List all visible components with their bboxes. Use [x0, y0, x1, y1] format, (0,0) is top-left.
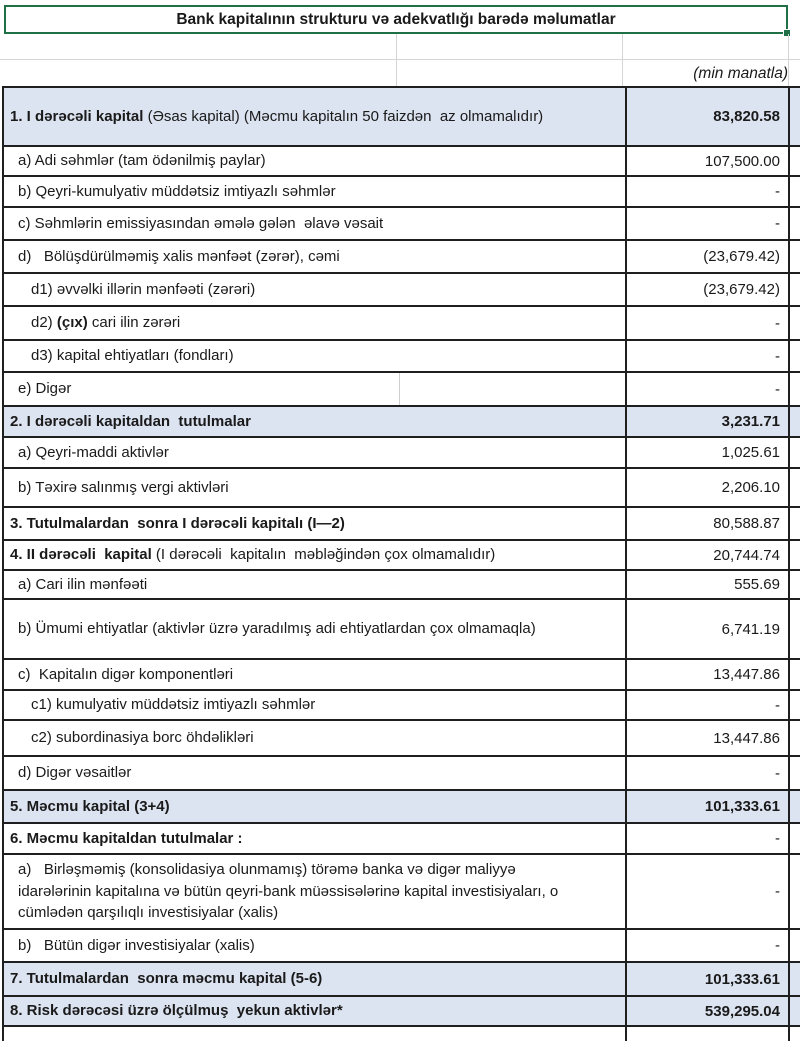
row-1e-other: [4, 373, 800, 407]
row-label-cell[interactable]: [4, 691, 625, 719]
row-label-text: a) Birləşməmiş (konsolidasiya olunmamış) törəmə banka və digər maliyyə idarələrinin kapitalına və bütün qeyri-bank müəssisələrinə kapital investisiyaları, o cümlədən qarşılıqlı investisiyalar (xalis): [18, 860, 563, 922]
row-value-cell[interactable]: -: [625, 824, 790, 853]
row-value-cell[interactable]: [625, 1027, 790, 1041]
row-label-text: b) Qeyri-kumulyativ müddətsiz imtiyazlı səhmlər: [18, 182, 336, 200]
grid-sliver: [790, 691, 800, 719]
selected-title-cell[interactable]: [4, 5, 788, 34]
row-1b-noncumulative-preferred: [4, 177, 800, 208]
row-2b-deferred-tax-assets: [4, 469, 800, 508]
row-label-cell[interactable]: [4, 824, 625, 853]
row-label-text: 8. Risk dərəcəsi üzrə ölçülmuş yekun aktivlər*: [10, 1002, 343, 1020]
row-label-cell[interactable]: [4, 274, 625, 305]
row-4c-other-capital-components: [4, 660, 800, 691]
grid-sliver: [790, 373, 800, 405]
row-label-text: c1) kumulyativ müddətsiz imtiyazlı səhmlər: [31, 696, 316, 714]
row-label-cell[interactable]: [4, 469, 625, 506]
row-4b-general-reserves: [4, 600, 800, 660]
row-value-cell[interactable]: 107,500.00: [625, 147, 790, 175]
row-label-text: 6. Məcmu kapitaldan tutulmalar :: [10, 829, 243, 847]
row-label-text: 4. II dərəcəli kapital: [10, 546, 156, 564]
row-value-cell[interactable]: 539,295.04: [625, 997, 790, 1025]
grid-sliver: [790, 208, 800, 239]
row-label-cell[interactable]: [4, 600, 625, 658]
row-label-cell[interactable]: [4, 571, 625, 598]
row-label-text: d3) kapital ehtiyatları (fondları): [31, 347, 234, 365]
unit-note-cell[interactable]: [488, 65, 788, 83]
row-label-cell[interactable]: [4, 660, 625, 689]
gridline: [396, 34, 397, 86]
grid-sliver: [790, 541, 800, 569]
row-label-text: d2): [31, 314, 57, 332]
row-2-tier1-deductions: [4, 407, 800, 438]
grid-sliver: [790, 177, 800, 206]
row-1a-ordinary-shares: [4, 147, 800, 177]
row-value-cell[interactable]: 1,025.61: [625, 438, 790, 467]
grid-sliver: [790, 600, 800, 658]
row-partial-bottom: [4, 1027, 800, 1041]
row-label-cell[interactable]: [4, 541, 625, 569]
row-6b-all-other-investments: [4, 930, 800, 963]
unit-note: (min manatla): [693, 65, 788, 82]
row-label-text: 5. Məcmu kapital (3+4): [10, 797, 170, 815]
grid-sliver: [790, 274, 800, 305]
row-4-tier2-capital: [4, 541, 800, 571]
row-value-cell[interactable]: 80,588.87: [625, 508, 790, 539]
row-3-tier1-after-deductions: [4, 508, 800, 541]
grid-sliver: [790, 469, 800, 506]
grid-sliver: [790, 571, 800, 598]
row-1-tier1-capital: [4, 88, 800, 147]
row-value-cell[interactable]: -: [625, 373, 790, 405]
row-4a-current-year-profit: [4, 571, 800, 600]
row-label-text: 1. I dərəcəli kapital: [10, 107, 148, 125]
row-label-text: c) Kapitalın digər komponentləri: [18, 665, 234, 683]
row-label-text: cari ilin zərəri: [87, 314, 181, 332]
row-1d3-capital-reserves: [4, 341, 800, 373]
row-label-cell[interactable]: [4, 855, 625, 928]
grid-sliver: [790, 930, 800, 961]
row-8-risk-weighted-assets: [4, 997, 800, 1027]
row-label-cell[interactable]: [4, 997, 625, 1025]
row-value-cell[interactable]: -: [625, 757, 790, 789]
row-6a-unconsolidated-investments: [4, 855, 800, 930]
row-label-cell[interactable]: [4, 1027, 625, 1041]
row-label-cell[interactable]: [4, 508, 625, 539]
row-6-total-capital-deductions: [4, 824, 800, 855]
row-label-text: c2) subordinasiya borc öhdəlikləri: [31, 729, 254, 747]
grid-sliver: [790, 241, 800, 272]
grid-sliver: [790, 757, 800, 789]
row-1c-share-premium: [4, 208, 800, 241]
row-label-text: a) Cari ilin mənfəəti: [18, 575, 148, 593]
grid-sliver: [790, 508, 800, 539]
row-label-text: (Əsas kapital) (Məcmu kapitalın 50 faizdən az olmamalıdır): [147, 107, 544, 125]
row-value-cell[interactable]: -: [625, 177, 790, 206]
row-value-cell[interactable]: (23,679.42): [625, 241, 790, 272]
row-value-cell[interactable]: -: [625, 855, 790, 928]
row-label-text: 7. Tutulmalardan sonra məcmu kapital (5-6): [10, 970, 323, 988]
row-label-text: b) Ümumi ehtiyatlar (aktivlər üzrə yaradılmış adi ehtiyatlardan çox olmamaqla): [18, 620, 536, 638]
row-label-cell[interactable]: [4, 963, 625, 995]
grid-sliver: [790, 721, 800, 755]
grid-sliver: [790, 147, 800, 175]
row-label-text: (I dərəcəli kapitalın məbləğindən çox olmamalıdır): [155, 546, 496, 564]
row-label-cell[interactable]: [4, 341, 625, 371]
row-label-cell[interactable]: [4, 88, 625, 145]
row-label-text: 3. Tutulmalardan sonra I dərəcəli kapitalı (I—2): [10, 514, 345, 532]
row-label-cell[interactable]: [4, 930, 625, 961]
row-label-cell[interactable]: [4, 373, 625, 405]
header-grid-area: [0, 34, 800, 86]
row-4c2-subordinated-debt: [4, 721, 800, 757]
row-value-cell[interactable]: 3,231.71: [625, 407, 790, 436]
grid-sliver: [790, 341, 800, 371]
row-label-text: d) Digər vəsaitlər: [18, 764, 132, 782]
row-label-text: b) Təxirə salınmış vergi aktivləri: [18, 478, 229, 496]
row-5-total-capital: [4, 791, 800, 824]
row-label-cell[interactable]: [4, 438, 625, 467]
row-value-cell[interactable]: 101,333.61: [625, 791, 790, 822]
row-value-cell[interactable]: -: [625, 307, 790, 339]
grid-sliver: [790, 438, 800, 467]
row-7-total-capital-after-deductions: [4, 963, 800, 997]
grid-sliver: [790, 824, 800, 853]
row-label-cell[interactable]: [4, 177, 625, 206]
row-label-text: a) Qeyri-maddi aktivlər: [18, 443, 169, 461]
grid-sliver: [790, 997, 800, 1025]
row-1d-retained-earnings: [4, 241, 800, 274]
row-value-cell[interactable]: 6,741.19: [625, 600, 790, 658]
gridline: [0, 59, 800, 60]
page-title: Bank kapitalının strukturu və adekvatlığı barədə məlumatlar: [176, 10, 616, 28]
row-1d2-current-year-loss: [4, 307, 800, 341]
row-4c1-cumulative-preferred: [4, 691, 800, 721]
row-value-cell[interactable]: (23,679.42): [625, 274, 790, 305]
grid-sliver: [790, 660, 800, 689]
row-4d-other-funds: [4, 757, 800, 791]
row-value-cell[interactable]: 13,447.86: [625, 660, 790, 689]
row-label-text: a) Adi səhmlər (tam ödənilmiş paylar): [18, 152, 266, 170]
gridline: [788, 34, 789, 86]
row-label-cell[interactable]: [4, 407, 625, 436]
row-1d1-prior-years-profit: [4, 274, 800, 307]
row-value-cell[interactable]: 83,820.58: [625, 88, 790, 145]
grid-sliver: [790, 1027, 800, 1041]
row-label-cell[interactable]: [4, 241, 625, 272]
row-label-text: (çıx): [56, 314, 88, 332]
capital-table-body: [4, 88, 800, 1041]
row-label-text: c) Səhmlərin emissiyasından əmələ gələn əlavə vəsait: [18, 214, 384, 232]
row-value-cell[interactable]: -: [625, 341, 790, 371]
grid-sliver: [790, 963, 800, 995]
row-label-cell[interactable]: [4, 147, 625, 175]
row-label-cell[interactable]: [4, 757, 625, 789]
row-value-cell[interactable]: 101,333.61: [625, 963, 790, 995]
cell-divider: [399, 373, 400, 405]
grid-sliver: [790, 88, 800, 145]
row-value-cell[interactable]: 13,447.86: [625, 721, 790, 755]
row-label-text: d) Bölüşdürülməmiş xalis mənfəət (zərər), cəmi: [18, 247, 340, 265]
row-label-text: d1) əvvəlki illərin mənfəəti (zərəri): [31, 280, 256, 298]
row-label-text: b) Bütün digər investisiyalar (xalis): [18, 936, 255, 954]
grid-sliver: [790, 307, 800, 339]
row-label-text: e) Digər: [18, 380, 72, 398]
row-label-cell[interactable]: [4, 791, 625, 822]
row-value-cell[interactable]: 555.69: [625, 571, 790, 598]
row-label-cell[interactable]: [4, 307, 625, 339]
capital-table: [2, 86, 800, 1041]
row-value-cell[interactable]: 20,744.74: [625, 541, 790, 569]
row-value-cell[interactable]: 2,206.10: [625, 469, 790, 506]
grid-sliver: [790, 855, 800, 928]
row-2a-intangible-assets: [4, 438, 800, 469]
row-value-cell[interactable]: -: [625, 208, 790, 239]
grid-sliver: [790, 407, 800, 436]
row-label-cell[interactable]: [4, 208, 625, 239]
grid-sliver: [790, 791, 800, 822]
row-label-cell[interactable]: [4, 721, 625, 755]
row-value-cell[interactable]: -: [625, 691, 790, 719]
row-label-text: 2. I dərəcəli kapitaldan tutulmalar: [10, 412, 251, 430]
row-value-cell[interactable]: -: [625, 930, 790, 961]
